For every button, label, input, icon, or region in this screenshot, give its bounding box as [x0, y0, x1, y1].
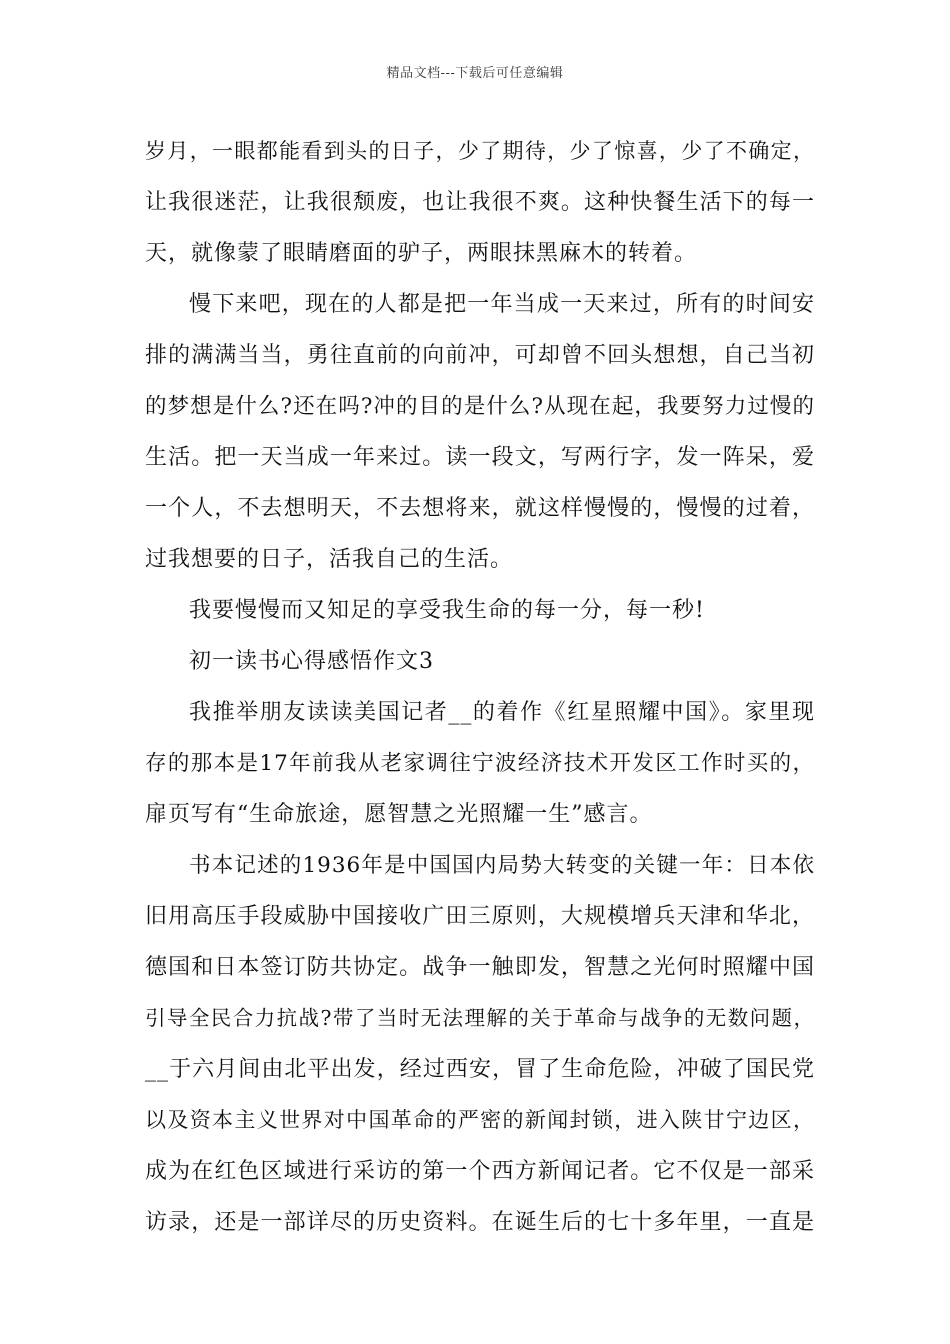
- text-line: 以及资本主义世界对中国革命的严密的新闻封锁，进入陕甘宁边区，: [145, 1108, 815, 1132]
- text-line: 成为在红色区域进行采访的第一个西方新闻记者。它不仅是一部采: [145, 1159, 815, 1184]
- text-line: 一个人，不去想明天，不去想将来，就这样慢慢的，慢慢的过着，: [145, 496, 815, 521]
- text-line: 过我想要的日子，活我自己的生活。: [145, 547, 514, 572]
- text-line: 旧用高压手段威胁中国接收广田三原则，大规模增兵天津和华北，: [145, 904, 815, 929]
- text-line: 访录，还是一部详尽的历史资料。在诞生后的七十多年里，一直是: [145, 1210, 815, 1235]
- text-line: __于六月间由北平出发，经过西安，冒了生命危险，冲破了国民党: [145, 1057, 815, 1082]
- paragraph-first-line: 我要慢慢而又知足的享受我生命的每一分，每一秒!: [189, 598, 705, 623]
- text-line: 排的满满当当，勇往直前的向前冲，可却曾不回头想想，自己当初: [145, 343, 815, 368]
- text-line: 德国和日本签订防共协定。战争一触即发，智慧之光何时照耀中国: [145, 955, 815, 980]
- document-body: [145, 126, 815, 1248]
- text-line: 天，就像蒙了眼睛磨面的驴子，两眼抹黑麻木的转着。: [145, 241, 698, 266]
- text-line: 存的那本是17年前我从老家调往宁波经济技术开发区工作时买的，: [145, 751, 815, 776]
- text-line: 扉页写有“生命旅途，愿智慧之光照耀一生”感言。: [145, 802, 653, 827]
- text-line: 引导全民合力抗战?带了当时无法理解的关于革命与战争的无数问题，: [145, 1006, 815, 1030]
- text-line: 生活。把一天当成一年来过。读一段文，写两行字，发一阵呆，爱: [145, 445, 815, 470]
- text-line: 让我很迷茫，让我很颓废，也让我很不爽。这种快餐生活下的每一: [145, 190, 815, 215]
- paragraph-first-line: 书本记述的1936年是中国国内局势大转变的关键一年：日本依: [189, 853, 815, 878]
- text-line: 岁月，一眼都能看到头的日子，少了期待，少了惊喜，少了不确定，: [145, 139, 815, 163]
- section-heading: 初一读书心得感悟作文3: [189, 649, 434, 674]
- page-header: 精品文档---下载后可任意编辑: [386, 66, 564, 81]
- paragraph-first-line: 慢下来吧，现在的人都是把一年当成一天来过，所有的时间安: [189, 292, 815, 317]
- text-line: 的梦想是什么?还在吗?冲的目的是什么?从现在起，我要努力过慢的: [145, 394, 815, 419]
- paragraph-first-line: 我推举朋友读读美国记者__的着作《红星照耀中国》。家里现: [189, 700, 815, 725]
